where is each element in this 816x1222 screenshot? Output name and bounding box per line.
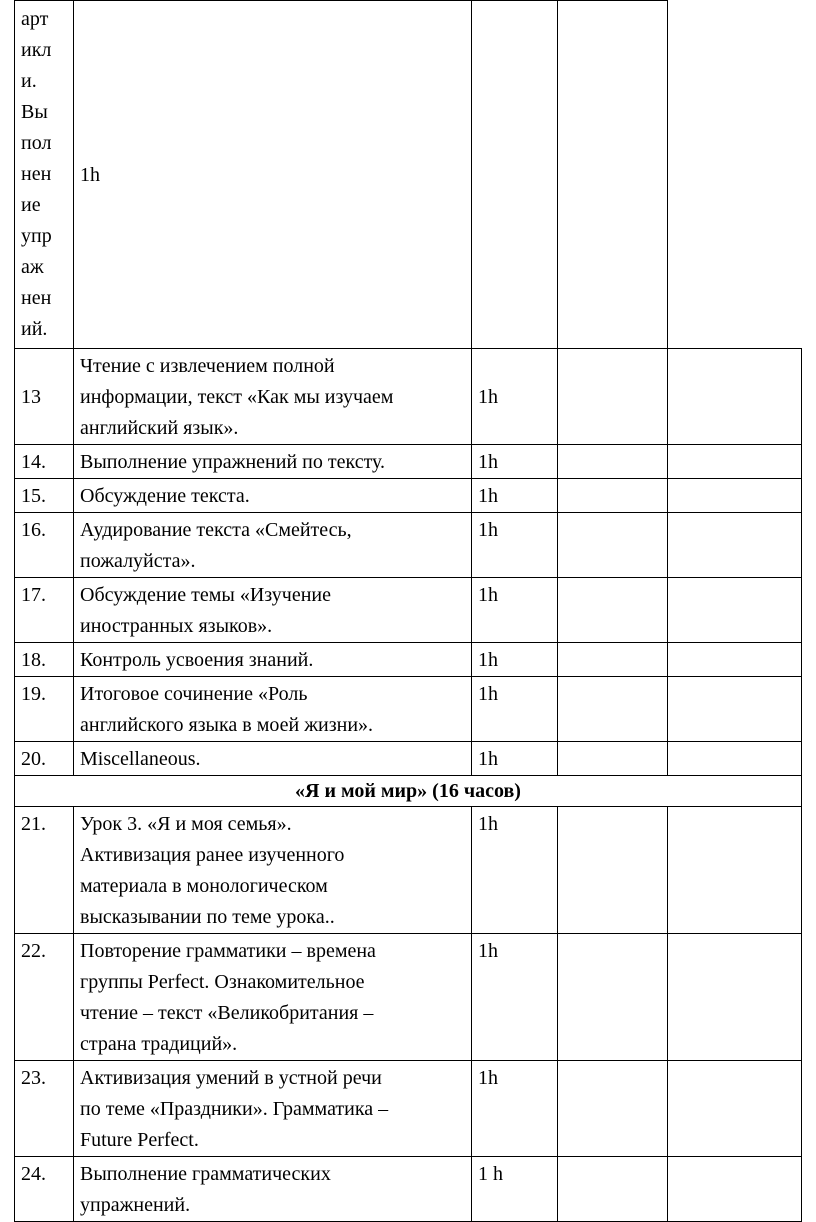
table-row — [15, 513, 802, 578]
table-row — [15, 479, 802, 513]
lesson-topic-cell — [74, 807, 472, 934]
text-line: упр — [21, 225, 52, 247]
empty-cell — [668, 742, 802, 776]
text-line: чтение – текст «Великобритания – — [80, 1002, 374, 1024]
text-line: Активизация умений в устной речи — [80, 1067, 382, 1089]
empty-cell — [668, 445, 802, 479]
hours-cell: 1h — [472, 934, 558, 1061]
empty-cell — [558, 643, 668, 677]
empty-cell — [668, 479, 802, 513]
text-line: ие — [21, 194, 41, 216]
empty-cell — [558, 578, 668, 643]
hours-cell: 1h — [472, 578, 558, 643]
text-line: Выполнение упражнений по тексту. — [80, 451, 386, 473]
table-row — [15, 1157, 802, 1222]
text-line: Future Perfect. — [80, 1129, 199, 1151]
text-line: Урок 3. «Я и моя семья». — [80, 813, 292, 835]
text-line: пожалуйста». — [80, 550, 196, 572]
lesson-number-cell: 20. — [15, 742, 74, 776]
text-line: пол — [21, 132, 52, 154]
hours-cell: 1h — [472, 742, 558, 776]
empty-cell — [668, 677, 802, 742]
lesson-number-cell: 22. — [15, 934, 74, 1061]
hours-cell: 1h — [472, 349, 558, 445]
lesson-topic-cell — [74, 934, 472, 1061]
text-line: упражнений. — [80, 1194, 191, 1216]
empty-cell — [558, 742, 668, 776]
text-line: икл — [21, 39, 52, 61]
text-line: Вы — [21, 101, 48, 123]
empty-cell — [558, 1061, 668, 1157]
table-row — [15, 1, 802, 349]
text-line: Обсуждение текста. — [80, 485, 250, 507]
hours-cell: 1h — [472, 479, 558, 513]
empty-cell — [558, 513, 668, 578]
text-line: по теме «Праздники». Грамматика – — [80, 1098, 389, 1120]
text-line: Контроль усвоения знаний. — [80, 649, 314, 671]
hours-cell: 1h — [472, 1061, 558, 1157]
empty-cell — [668, 513, 802, 578]
empty-cell — [668, 1157, 802, 1222]
lesson-number-cell: 19. — [15, 677, 74, 742]
lesson-topic-cell — [74, 349, 472, 445]
lesson-topic-cell — [74, 513, 472, 578]
lesson-number-cell: 14. — [15, 445, 74, 479]
lesson-topic-cell — [74, 578, 472, 643]
lesson-topic-cell — [74, 1061, 472, 1157]
lesson-topic-cell — [74, 479, 472, 513]
text-line: Обсуждение темы «Изучение — [80, 584, 331, 606]
lesson-number-cell: 17. — [15, 578, 74, 643]
hours-cell: 1h — [472, 807, 558, 934]
text-line: информации, текст «Как мы изучаем — [80, 386, 394, 408]
hours-cell: 1h — [472, 445, 558, 479]
table-row — [15, 1061, 802, 1157]
empty-cell — [558, 445, 668, 479]
text-line: арт — [21, 8, 49, 30]
text-line: ий. — [21, 318, 48, 340]
table-row — [15, 934, 802, 1061]
empty-cell — [558, 1, 668, 349]
table-row — [15, 445, 802, 479]
empty-cell — [668, 1061, 802, 1157]
lesson-topic-cell — [74, 643, 472, 677]
hours-cell: 1 h — [472, 1157, 558, 1222]
lesson-number-cell: 24. — [15, 1157, 74, 1222]
empty-cell — [558, 807, 668, 934]
empty-cell — [472, 1, 558, 349]
table-row — [15, 742, 802, 776]
lesson-topic-cell — [74, 445, 472, 479]
empty-cell — [558, 1157, 668, 1222]
empty-cell — [668, 578, 802, 643]
text-line: нен — [21, 287, 52, 309]
table-row — [15, 578, 802, 643]
hours-cell: 1h — [472, 643, 558, 677]
text-line: страна традиций». — [80, 1033, 238, 1055]
text-line: Итоговое сочинение «Роль — [80, 683, 308, 705]
empty-cell — [558, 349, 668, 445]
empty-cell — [668, 1, 802, 349]
lesson-number-cell — [15, 1, 74, 349]
lesson-plan-table — [14, 0, 802, 1222]
text-line: материала в монологическом — [80, 875, 328, 897]
text-line: Чтение с извлечением полной — [80, 355, 335, 377]
lesson-number-cell: 21. — [15, 807, 74, 934]
lesson-number-cell: 16. — [15, 513, 74, 578]
table-row — [15, 643, 802, 677]
text-line: английский язык». — [80, 417, 239, 439]
lesson-topic-cell — [74, 1157, 472, 1222]
empty-cell — [668, 807, 802, 934]
hours-cell: 1h — [472, 513, 558, 578]
empty-cell — [668, 934, 802, 1061]
section-title: «Я и мой мир» (16 часов) — [15, 776, 802, 807]
lesson-number-cell: 13 — [15, 349, 74, 445]
table-row — [15, 677, 802, 742]
table-row — [15, 349, 802, 445]
hours-cell: 1h — [472, 677, 558, 742]
text-line: Miscellaneous. — [80, 748, 201, 770]
text-line: Выполнение грамматических — [80, 1163, 331, 1185]
text-line: нен — [21, 163, 52, 185]
lesson-number-cell: 15. — [15, 479, 74, 513]
text-line: высказывании по теме урока.. — [80, 906, 335, 928]
text-line: Аудирование текста «Смейтесь, — [80, 519, 352, 541]
text-line: и. — [21, 70, 37, 92]
text-line: Активизация ранее изученного — [80, 844, 345, 866]
lesson-number-cell: 18. — [15, 643, 74, 677]
empty-cell — [668, 643, 802, 677]
hours-cell: 1h — [74, 1, 472, 349]
text-line: группы Perfect. Ознакомительное — [80, 971, 365, 993]
text-line: иностранных языков». — [80, 615, 273, 637]
lesson-topic-cell — [74, 677, 472, 742]
empty-cell — [558, 479, 668, 513]
empty-cell — [668, 349, 802, 445]
lesson-topic-cell — [74, 742, 472, 776]
lesson-number-cell: 23. — [15, 1061, 74, 1157]
text-line: аж — [21, 256, 44, 278]
empty-cell — [558, 934, 668, 1061]
table-row — [15, 807, 802, 934]
empty-cell — [558, 677, 668, 742]
text-line: английского языка в моей жизни». — [80, 714, 374, 736]
text-line: Повторение грамматики – времена — [80, 940, 376, 962]
section-header-row — [15, 776, 802, 807]
